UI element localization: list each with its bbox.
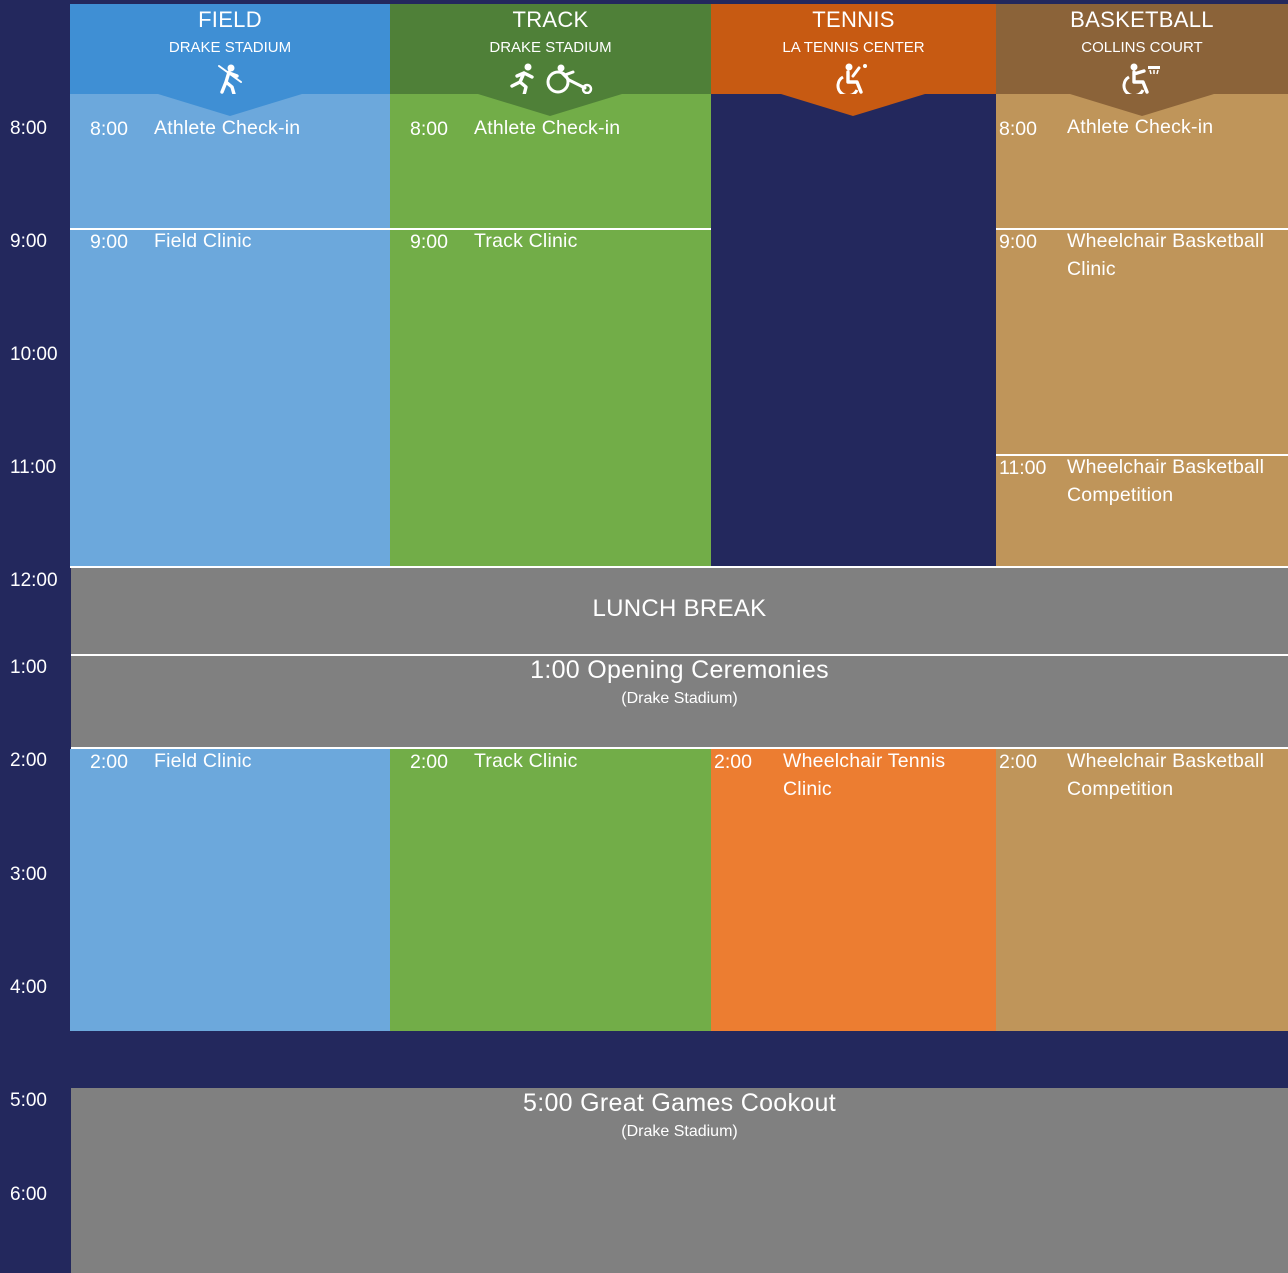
- track-morning-block: [390, 94, 711, 567]
- track-event-name: Track Clinic: [474, 750, 578, 772]
- time-label-1: 1:00: [10, 657, 47, 678]
- track-header-pointer: [478, 94, 622, 116]
- runner-icon: [506, 62, 540, 96]
- track-venue: DRAKE STADIUM: [489, 39, 612, 56]
- time-label-8: 8:00: [10, 118, 47, 139]
- track-title: TRACK: [512, 7, 589, 32]
- field-event-time: 2:00: [90, 751, 128, 773]
- basketball-event-name: Wheelchair Basketball Competition: [1067, 750, 1265, 800]
- track-event-time: 2:00: [410, 751, 448, 773]
- cookout-location: (Drake Stadium): [621, 1123, 738, 1140]
- basketball-event-name: Wheelchair Basketball Clinic: [1067, 230, 1265, 280]
- tennis-column-header: [711, 4, 996, 94]
- basketball-event-time: 11:00: [999, 457, 1047, 479]
- field-event-name: Field Clinic: [154, 230, 252, 252]
- field-morning-block: [70, 94, 390, 567]
- tennis-venue: LA TENNIS CENTER: [782, 39, 925, 56]
- wheelchair-racer-icon: [545, 62, 595, 96]
- basketball-event-time: 9:00: [999, 231, 1037, 253]
- track-event-time: 8:00: [410, 118, 448, 140]
- field-column-header: [70, 4, 390, 94]
- field-title: FIELD: [198, 7, 262, 32]
- track-column-header: [390, 4, 711, 94]
- field-venue: DRAKE STADIUM: [168, 39, 292, 56]
- field-header-pointer: [158, 94, 302, 116]
- opening-ceremonies-label: 1:00 Opening Ceremonies: [530, 656, 829, 684]
- cookout-label: 5:00 Great Games Cookout: [523, 1089, 836, 1117]
- time-label-4: 4:00: [10, 977, 47, 998]
- wheelchair-tennis-icon: [835, 62, 873, 96]
- track-event-name: Athlete Check-in: [474, 117, 621, 139]
- field-afternoon-block: [70, 749, 390, 1031]
- opening-ceremonies-location: (Drake Stadium): [621, 690, 738, 707]
- time-label-6: 6:00: [10, 1184, 47, 1205]
- time-label-12: 12:00: [10, 570, 58, 591]
- track-event-name: Track Clinic: [474, 230, 578, 252]
- field-event-time: 8:00: [90, 118, 128, 140]
- tennis-header-pointer: [781, 94, 925, 116]
- tennis-title: TENNIS: [812, 7, 895, 32]
- time-label-3: 3:00: [10, 864, 47, 885]
- tennis-event-name: Wheelchair Tennis Clinic: [783, 750, 946, 800]
- basketball-event-time: 8:00: [999, 118, 1037, 140]
- time-label-2: 2:00: [10, 750, 47, 771]
- track-afternoon-block: [390, 749, 711, 1031]
- basketball-title: BASKETBALL: [1070, 7, 1214, 32]
- basketball-event-name: Wheelchair Basketball Competition: [1067, 456, 1265, 506]
- javelin-thrower-icon: [213, 62, 247, 96]
- tennis-event-time: 2:00: [714, 751, 752, 773]
- field-event-time: 9:00: [90, 231, 128, 253]
- basketball-event-name: Athlete Check-in: [1067, 116, 1214, 138]
- basketball-column-header: [996, 4, 1288, 94]
- field-event-name: Athlete Check-in: [154, 117, 301, 139]
- time-label-11: 11:00: [10, 457, 57, 478]
- basketball-venue: COLLINS COURT: [1081, 39, 1203, 56]
- basketball-event-time: 2:00: [999, 751, 1037, 773]
- lunch-break-label: LUNCH BREAK: [592, 595, 767, 622]
- field-event-name: Field Clinic: [154, 750, 252, 772]
- time-label-10: 10:00: [10, 344, 58, 365]
- wheelchair-basketball-icon: [1122, 62, 1162, 96]
- time-label-5: 5:00: [10, 1090, 47, 1111]
- track-event-time: 9:00: [410, 231, 448, 253]
- time-label-9: 9:00: [10, 231, 47, 252]
